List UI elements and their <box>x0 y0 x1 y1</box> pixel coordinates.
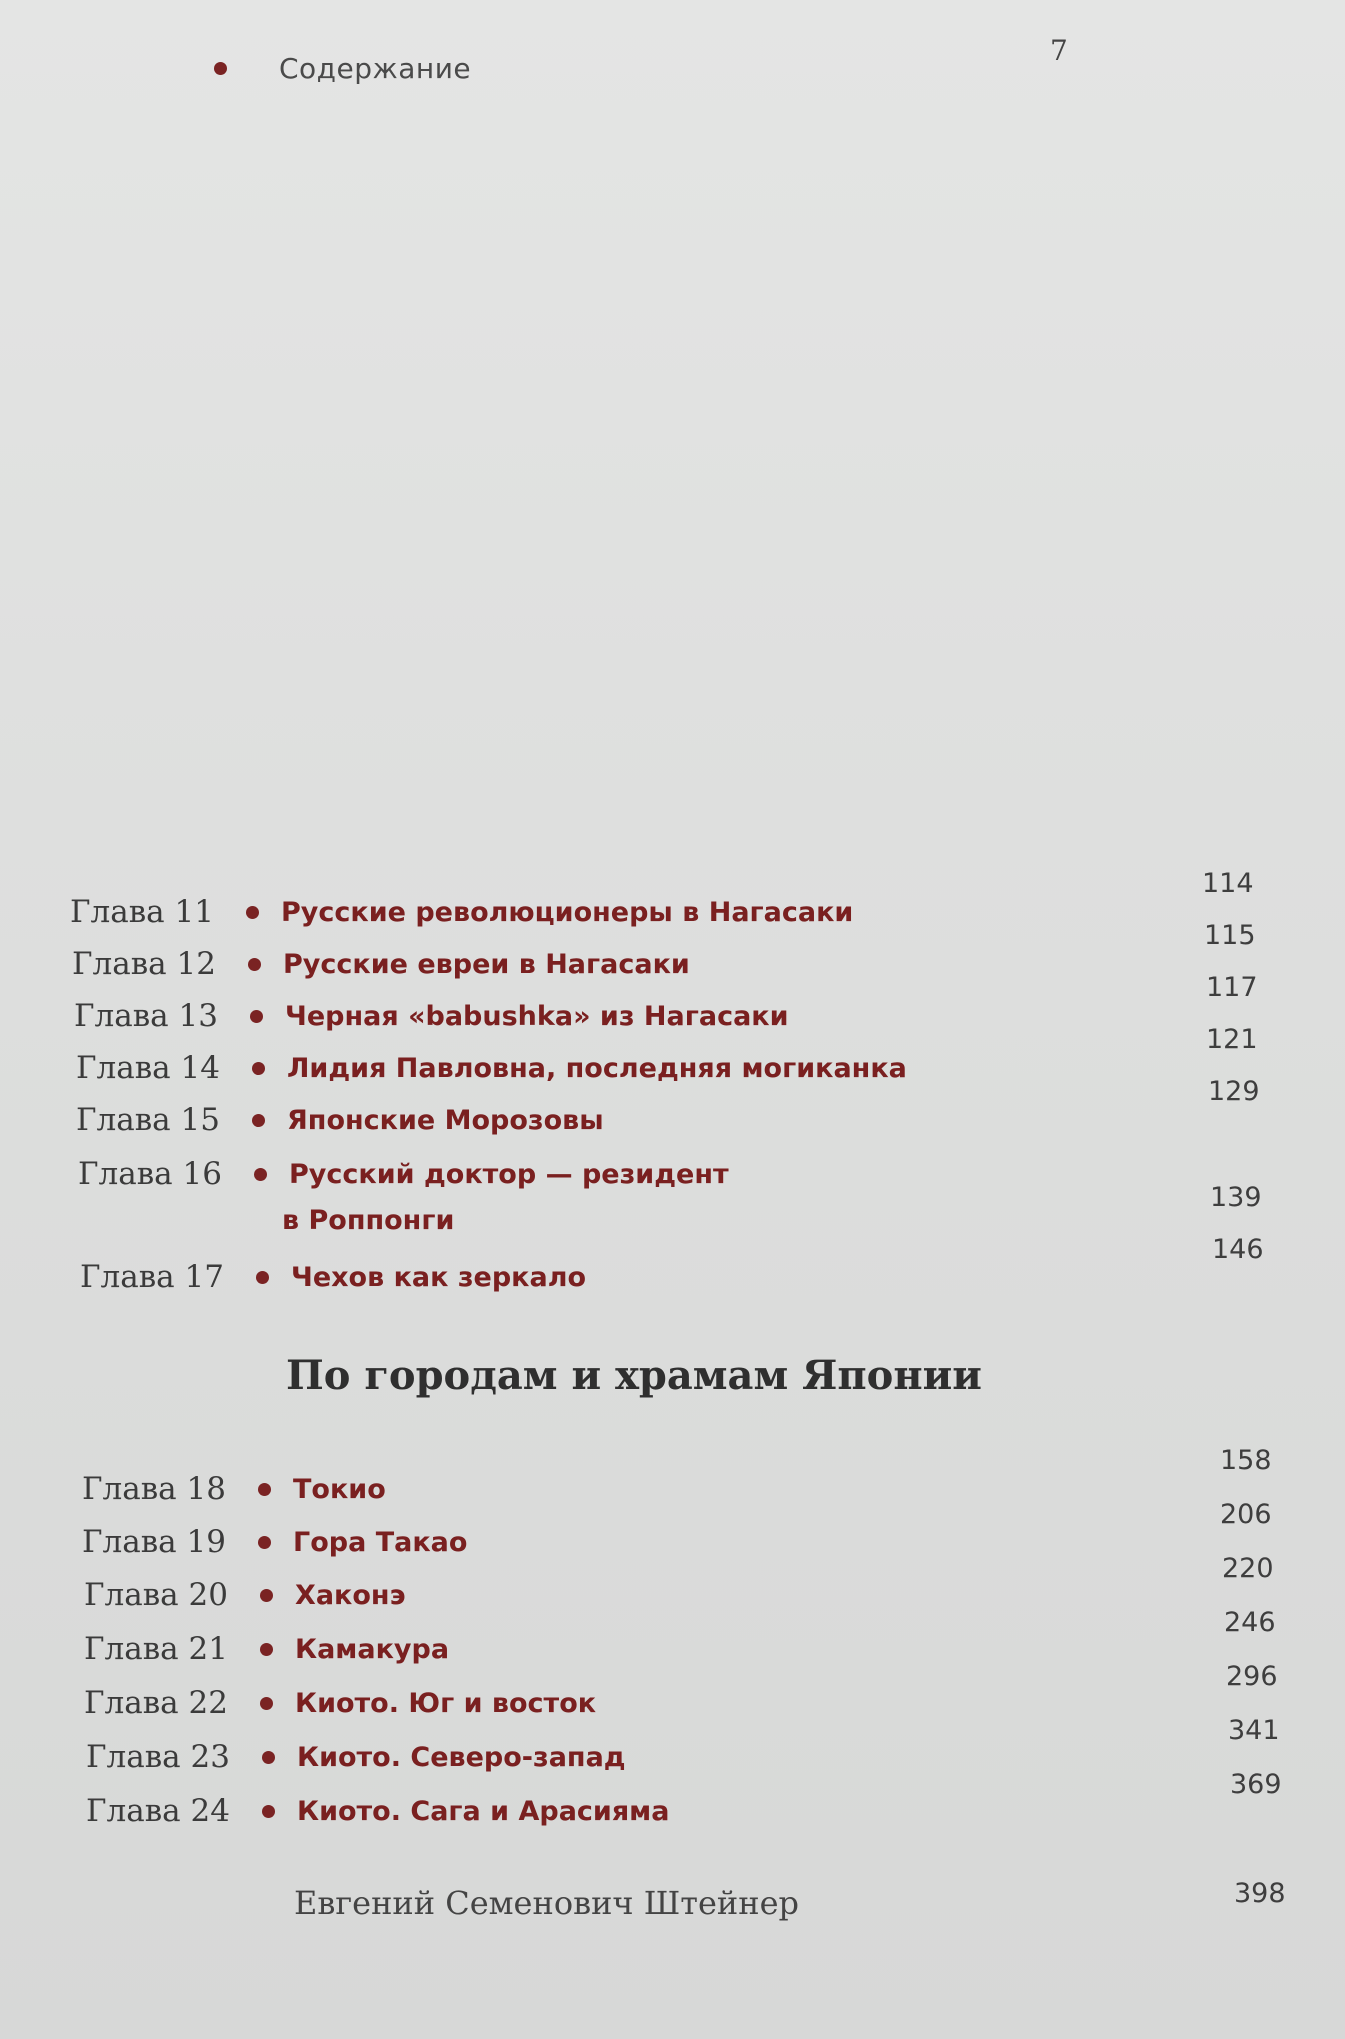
chapter-label: Глава 18 <box>82 1471 226 1507</box>
chapter-label: Глава 17 <box>80 1259 224 1295</box>
chapter-title: Токио <box>293 1473 386 1505</box>
bullet-icon <box>248 958 261 971</box>
page-number: 220 <box>1222 1553 1274 1584</box>
page-number: 206 <box>1220 1499 1272 1530</box>
chapter-title: Киото. Юг и восток <box>295 1687 597 1719</box>
chapter-label: Глава 15 <box>76 1102 220 1138</box>
toc-entry <box>76 1048 907 1088</box>
chapter-title: Гора Такао <box>293 1526 468 1558</box>
bullet-icon <box>258 1483 271 1496</box>
bullet-icon <box>262 1805 275 1818</box>
bullet-icon <box>258 1536 271 1549</box>
chapter-label: Глава 21 <box>84 1631 228 1667</box>
bullet-icon <box>252 1062 265 1075</box>
toc-entry <box>78 1154 729 1194</box>
bullet-icon <box>250 1010 263 1023</box>
bullet-icon <box>214 62 227 75</box>
toc-entry <box>86 1791 669 1831</box>
running-head <box>214 52 471 85</box>
page-number: 121 <box>1206 1024 1258 1055</box>
chapter-label: Глава 20 <box>84 1577 228 1613</box>
toc-entry <box>84 1683 596 1723</box>
page-number: 246 <box>1224 1607 1276 1638</box>
bullet-icon <box>252 1114 265 1127</box>
page-number: 146 <box>1212 1234 1264 1265</box>
page-number: 398 <box>1234 1878 1286 1909</box>
chapter-title: Лидия Павловна, последняя могиканка <box>287 1052 907 1084</box>
chapter-title: Киото. Северо-запад <box>297 1741 626 1773</box>
page-number: 117 <box>1206 972 1258 1003</box>
running-title: Содержание <box>279 52 472 85</box>
toc-entry <box>86 1737 626 1777</box>
chapter-label: Глава 16 <box>78 1156 222 1192</box>
chapter-label: Глава 22 <box>84 1685 228 1721</box>
toc-entry <box>74 996 789 1036</box>
section-title: По городам и храмам Японии <box>286 1352 982 1399</box>
toc-entry <box>76 1100 604 1140</box>
page-folio: 7 <box>1050 34 1068 67</box>
toc-entry <box>82 1469 386 1509</box>
chapter-label: Глава 14 <box>76 1050 220 1086</box>
chapter-title: Хаконэ <box>295 1579 406 1611</box>
toc-entry <box>70 892 853 932</box>
page-number: 129 <box>1208 1076 1260 1107</box>
author-entry: Евгений Семенович Штейнер <box>294 1884 799 1922</box>
chapter-title: Русские революционеры в Нагасаки <box>281 896 854 928</box>
chapter-title: Чехов как зеркало <box>291 1261 587 1293</box>
chapter-label: Глава 19 <box>82 1524 226 1560</box>
toc-entry <box>84 1575 406 1615</box>
toc-entry <box>80 1257 586 1297</box>
chapter-label: Глава 24 <box>86 1793 230 1829</box>
page-number: 139 <box>1210 1182 1262 1213</box>
bullet-icon <box>256 1271 269 1284</box>
bullet-icon <box>260 1589 273 1602</box>
chapter-label: Глава 23 <box>86 1739 230 1775</box>
chapter-title-continuation: в Роппонги <box>282 1205 455 1236</box>
chapter-title: Японские Морозовы <box>287 1104 604 1136</box>
chapter-label: Глава 12 <box>72 946 216 982</box>
toc-entry <box>82 1522 467 1562</box>
chapter-title: Черная «babushka» из Нагасаки <box>285 1000 789 1032</box>
page-number: 296 <box>1226 1661 1278 1692</box>
page-number: 114 <box>1202 868 1254 899</box>
chapter-label: Глава 11 <box>70 894 214 930</box>
bullet-icon <box>246 906 259 919</box>
toc-entry <box>72 944 690 984</box>
bullet-icon <box>260 1697 273 1710</box>
chapter-title: Киото. Сага и Арасияма <box>297 1795 670 1827</box>
chapter-title: Русский доктор — резидент <box>289 1158 729 1190</box>
bullet-icon <box>262 1751 275 1764</box>
toc-entry <box>84 1629 449 1669</box>
chapter-title: Русские евреи в Нагасаки <box>283 948 690 980</box>
page-number: 341 <box>1228 1715 1280 1746</box>
bullet-icon <box>260 1643 273 1656</box>
page-number: 115 <box>1204 920 1256 951</box>
chapter-label: Глава 13 <box>74 998 218 1034</box>
bullet-icon <box>254 1168 267 1181</box>
page-number: 369 <box>1230 1769 1282 1800</box>
page-number: 158 <box>1220 1445 1272 1476</box>
chapter-title: Камакура <box>295 1633 450 1665</box>
